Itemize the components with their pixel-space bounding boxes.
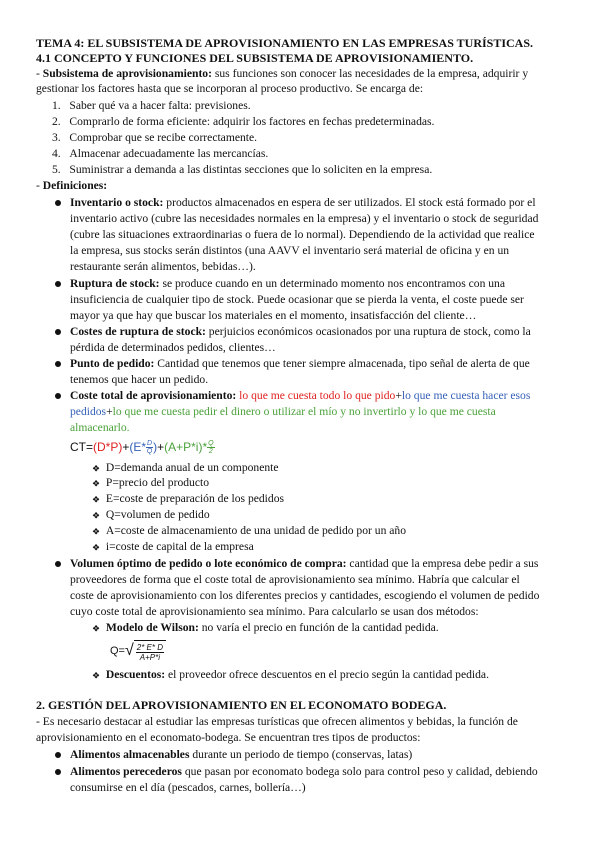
definition-text: tenemos que hacer un pedido.: [70, 373, 209, 386]
definition-text: inventario activo (cubre las necesidades normales en la empresa) y el inventario o stock de seguridad: [70, 212, 539, 225]
fraction-q-over-2: $\frac{Q}{2}$: [208, 440, 214, 456]
bullet-icon: [55, 196, 61, 210]
bullet-icon: [55, 748, 61, 762]
list-item: 3. Comprobar que se recibe correctamente.: [52, 131, 258, 144]
intro-line-2: gestionar los factores hasta que se incorporan al proceso productivo. Se encarga de:: [36, 82, 424, 95]
definitions-label: - Definiciones:: [36, 179, 108, 192]
product-alimentos-almacenables: Alimentos almacenables durante un periodo de tiempo (conservas, latas): [70, 748, 413, 761]
definition-text: insuficiencia de cualquier tipo de stock. Puede ocasionar que se pierda la venta, el coste puede ser: [70, 293, 524, 306]
bullet-icon: [55, 765, 61, 779]
definition-punto-pedido: Punto de pedido: Cantidad que tenemos que tener siempre almacenada, tipo señal de alerta de que: [70, 357, 530, 370]
bullet-icon: [55, 389, 61, 403]
definition-text: (cubre las situaciones extraordinarias o fuera de lo normal). Dependiendo de la actividad que realice: [70, 228, 535, 241]
wilson-formula: Q=√ $\frac{2* E* D}{A+P*i}$: [110, 640, 166, 662]
diamond-bullet-icon: ❖: [92, 510, 101, 521]
list-item: 2. Comprarlo de forma eficiente: adquirir los factores en fechas predeterminadas.: [52, 115, 435, 128]
bullet-icon: [55, 277, 61, 291]
list-item: ❖ D=demanda anual de un componente: [92, 461, 279, 474]
document-title: TEMA 4: EL SUBSISTEMA DE APROVISIONAMIENTO EN LAS EMPRESAS TURÍSTICAS.: [36, 36, 534, 50]
sqrt-icon: √: [124, 642, 134, 659]
definition-volumen-optimo: Volumen óptimo de pedido o lote económico de compra: cantidad que la empresa debe pedir a sus: [70, 557, 539, 570]
product-alimentos-perecederos: Alimentos perecederos que pasan por economato bodega solo para control peso y calidad, debiendo: [70, 765, 538, 778]
definition-coste-total: Coste total de aprovisionamiento: lo que me cuesta todo lo que pido+lo que me cuesta hacer esos: [70, 389, 531, 402]
method-descuentos: ❖ Descuentos: el proveedor ofrece descuentos en el precio según la cantidad pedida.: [92, 668, 489, 681]
bullet-icon: [55, 557, 61, 571]
diamond-bullet-icon: ❖: [92, 463, 101, 474]
definition-inventario: Inventario o stock: productos almacenados en espera de ser utilizados. El stock está formado por el: [70, 196, 536, 209]
list-item: 1. Saber qué va a hacer falta: previsiones.: [52, 99, 251, 112]
definition-text: pérdida de determinados pedidos, clientes…: [70, 341, 276, 354]
list-item: 4. Almacenar adecuadamente las mercancías.: [52, 147, 269, 160]
fraction-d-over-q: $\frac{D}{Q}$: [146, 440, 153, 456]
section2-text: - Es necesario destacar al estudiar las empresas turísticas que ofrecen alimentos y bebidas, la función de: [36, 715, 518, 728]
section-heading-2: 2. GESTIÓN DEL APROVISIONAMIENTO EN EL ECONOMATO BODEGA.: [36, 698, 447, 712]
list-item: ❖ P=precio del producto: [92, 476, 210, 489]
definition-text: restaurante serán alimentos, bebidas…).: [70, 260, 256, 273]
section2-text: aprovisionamiento en el economato-bodega. Se encuentran tres tipos de productos:: [36, 731, 421, 744]
definition-text: proveedores de forma que el coste total de aprovisionamiento sea mínimo. Habría que calcular el: [70, 573, 520, 586]
bullet-icon: [55, 357, 61, 371]
diamond-bullet-icon: ❖: [92, 542, 101, 553]
list-item: 5. Suministrar a demanda a las distintas secciones que lo soliciten en la empresa.: [52, 163, 433, 176]
list-item: ❖ A=coste de almacenamiento de una unidad de pedido por un año: [92, 524, 407, 537]
definition-text: cuyo coste total de aprovisionamiento sea mínimo. Para calcularlo se usan dos métodos:: [70, 605, 479, 618]
diamond-bullet-icon: ❖: [92, 494, 101, 505]
diamond-bullet-icon: ❖: [92, 670, 101, 681]
list-item: ❖ E=coste de preparación de los pedidos: [92, 492, 285, 505]
definition-costes-ruptura: Costes de ruptura de stock: perjuicios económicos ocasionados por una ruptura de stock, como la: [70, 325, 531, 338]
intro-line-1: - Subsistema de aprovisionamiento: sus funciones son conocer las necesidades de la empresa, adquirir y: [36, 67, 529, 80]
method-wilson: ❖ Modelo de Wilson: no varía el precio en función de la cantidad pedida.: [92, 621, 439, 634]
list-item: ❖ i=coste de capital de la empresa: [92, 540, 254, 553]
cost-formula: CT=(D*P)+(E* $\frac{D}{Q}$ )+(A+P*i)* $\frac{Q}{2}$: [70, 440, 214, 456]
fraction-wilson: $\frac{2* E* D}{A+P*i}$: [136, 642, 163, 662]
definition-text: mayor ya que hay que buscar los materiales en el momento, insatisfacción del cliente…: [70, 309, 477, 322]
definition-text: consumirse en el día (pescados, carnes, bollería…): [70, 781, 306, 794]
definition-text: coste de aprovisionamiento con los diferentes precios y cantidades, escogiendo el volumen de pedido: [70, 589, 540, 602]
section-heading-4-1: 4.1 CONCEPTO Y FUNCIONES DEL SUBSISTEMA DE APROVISIONAMIENTO.: [36, 51, 474, 65]
term-subsistema: Subsistema de aprovisionamiento:: [42, 67, 212, 80]
list-item: ❖ Q=volumen de pedido: [92, 508, 210, 521]
definition-text: la empresa, sus stocks serán distintos (una AAVV el inventario será material de oficina y en un: [70, 244, 510, 257]
diamond-bullet-icon: ❖: [92, 478, 101, 489]
diamond-bullet-icon: ❖: [92, 623, 101, 634]
definition-text: pedidos+lo que me cuesta pedir el dinero o utilizar el mío y no invertirlo y lo que me cuesta: [70, 405, 496, 418]
diamond-bullet-icon: ❖: [92, 526, 101, 537]
definition-text: almacenarlo.: [70, 421, 130, 434]
definition-ruptura: Ruptura de stock: se produce cuando en un determinado momento nos encontramos con una: [70, 277, 506, 290]
bullet-icon: [55, 325, 61, 339]
